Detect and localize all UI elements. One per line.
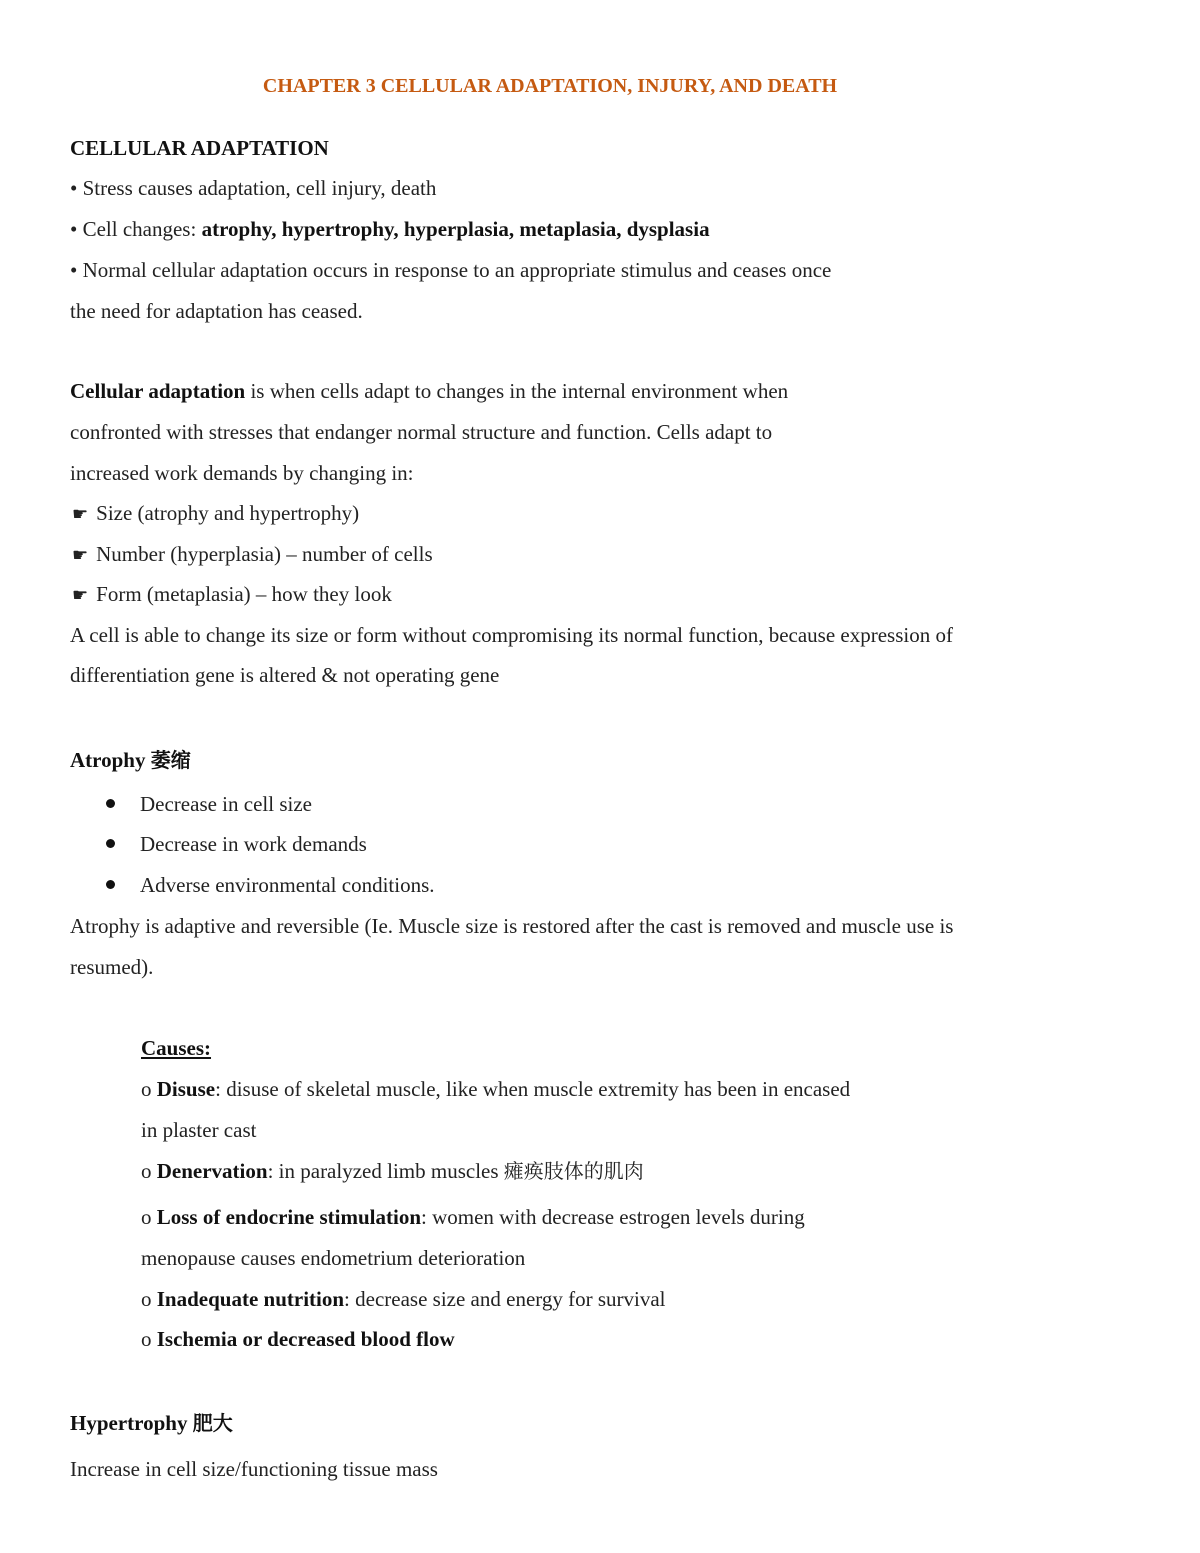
cause-ischemia-term: Ischemia or decreased blood flow	[156, 1327, 455, 1351]
cause-disuse-term: Disuse	[156, 1077, 216, 1101]
atrophy-heading-cjk: 萎缩	[150, 748, 191, 772]
definition-line-2: confronted with stresses that endanger normal structure and function. Cells adapt to	[70, 420, 773, 444]
cause-denervation-text: : in paralyzed limb muscles	[267, 1159, 504, 1183]
atrophy-heading-text: Atrophy	[70, 748, 146, 772]
change-item-size	[72, 499, 359, 529]
note-line-1: A cell is able to change its size or form without compromising its normal function, because expression of	[70, 623, 953, 647]
definition-line-3: increased work demands by changing in:	[70, 461, 414, 485]
cause-nutrition-term: Inadequate nutrition	[156, 1287, 345, 1311]
chapter-title: CHAPTER 3 CELLULAR ADAPTATION, INJURY, AND DEATH	[262, 75, 838, 97]
definition-line-1	[70, 377, 788, 405]
cause-marker: o	[141, 1205, 157, 1229]
change-item-size-text: Size (atrophy and hypertrophy)	[96, 501, 360, 525]
cause-denervation-term: Denervation	[156, 1159, 268, 1183]
pointing-hand-icon: ☛	[72, 545, 89, 566]
bullet-normal-adaptation: • Normal cellular adaptation occurs in response to an appropriate stimulus and ceases once	[70, 258, 832, 282]
bullet-dot-icon	[106, 880, 115, 889]
section-heading-cellular-adaptation: CELLULAR ADAPTATION	[70, 136, 329, 160]
bullet-dot-icon	[106, 799, 115, 808]
atrophy-bullet-1: Decrease in cell size	[140, 792, 312, 816]
cause-nutrition	[141, 1285, 666, 1313]
atrophy-heading	[70, 746, 191, 774]
hypertrophy-text: Increase in cell size/functioning tissue mass	[70, 1457, 438, 1481]
cause-marker: o	[141, 1327, 157, 1351]
change-item-number-text: Number (hyperplasia) – number of cells	[96, 542, 433, 566]
pointing-hand-icon: ☛	[72, 585, 89, 606]
hypertrophy-heading-text: Hypertrophy	[70, 1411, 188, 1435]
change-item-form	[72, 580, 392, 610]
hypertrophy-heading	[70, 1409, 233, 1437]
cause-disuse-text: : disuse of skeletal muscle, like when muscle extremity has been in encased	[215, 1077, 851, 1101]
cause-endocrine	[141, 1203, 805, 1231]
cause-endocrine-term: Loss of endocrine stimulation	[156, 1205, 422, 1229]
atrophy-bullet-3: Adverse environmental conditions.	[140, 873, 435, 897]
bullet-cell-changes-list: atrophy, hypertrophy, hyperplasia, metaplasia, dysplasia	[201, 217, 710, 241]
causes-heading: Causes:	[141, 1036, 212, 1060]
atrophy-summary-line-2: resumed).	[70, 955, 154, 979]
bullet-stress: • Stress causes adaptation, cell injury, death	[70, 176, 437, 200]
note-line-2: differentiation gene is altered & not operating gene	[70, 663, 500, 687]
change-item-form-text: Form (metaplasia) – how they look	[96, 582, 392, 606]
cause-marker: o	[141, 1159, 157, 1183]
definition-term: Cellular adaptation	[70, 379, 246, 403]
bullet-dot-icon	[106, 839, 115, 848]
cause-ischemia	[141, 1325, 455, 1353]
bullet-cell-changes	[70, 215, 710, 243]
definition-line-1-rest: is when cells adapt to changes in the internal environment when	[245, 379, 789, 403]
bullet-normal-adaptation-cont: the need for adaptation has ceased.	[70, 299, 363, 323]
cause-endocrine-cont: menopause causes endometrium deterioration	[141, 1246, 526, 1270]
cause-endocrine-text: : women with decrease estrogen levels during	[421, 1205, 805, 1229]
atrophy-summary-line-1: Atrophy is adaptive and reversible (Ie. Muscle size is restored after the cast is removed and muscle use is	[70, 914, 954, 938]
cause-marker: o	[141, 1287, 157, 1311]
cause-disuse-cont: in plaster cast	[141, 1118, 257, 1142]
cause-denervation-cjk: 瘫痪肢体的肌肉	[503, 1159, 644, 1183]
bullet-cell-changes-prefix: • Cell changes:	[70, 217, 202, 241]
cause-disuse	[141, 1075, 850, 1103]
cause-denervation	[141, 1157, 644, 1185]
cause-marker: o	[141, 1077, 157, 1101]
atrophy-bullet-2: Decrease in work demands	[140, 832, 367, 856]
hypertrophy-heading-cjk: 肥大	[192, 1411, 233, 1435]
cause-nutrition-text: : decrease size and energy for survival	[344, 1287, 666, 1311]
change-item-number	[72, 540, 433, 570]
pointing-hand-icon: ☛	[72, 504, 89, 525]
